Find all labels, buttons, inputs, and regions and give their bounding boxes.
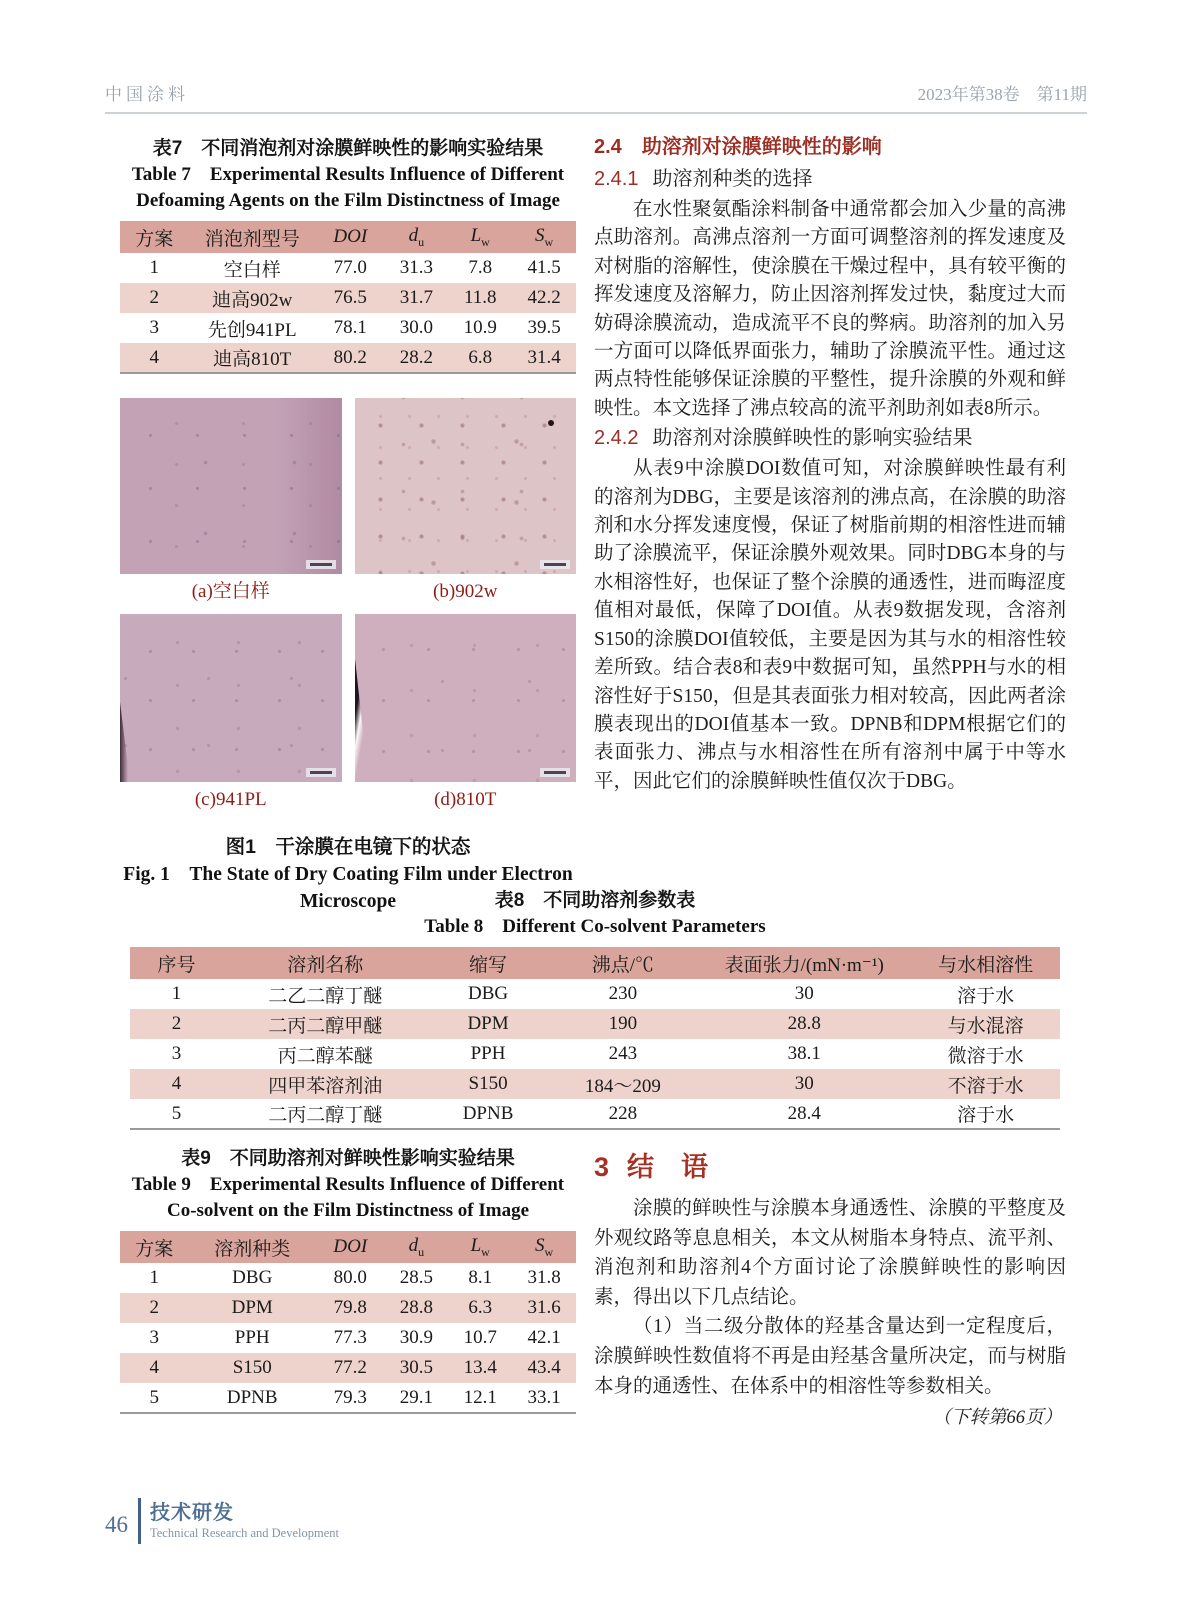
footer-section-labels [150, 1501, 339, 1541]
table-cell: 四甲苯溶剂油 [223, 1069, 428, 1099]
table-cell: 迪高810T [188, 343, 316, 373]
table8-title-zh: 表8 不同助溶剂参数表 [494, 890, 696, 911]
table-cell: DBG [232, 1267, 273, 1288]
figure1-caption-a: (a)空白样 [191, 581, 270, 602]
table-row [130, 1039, 1060, 1069]
table-header-cell: 与水相溶性 [911, 947, 1060, 979]
running-header [105, 80, 1087, 114]
micrograph-d [355, 614, 577, 782]
table-cell: 溶于水 [957, 985, 1015, 1007]
journal-name: 中国涂料 [105, 85, 189, 104]
table-cell: 二丙二醇甲醚 [223, 1009, 428, 1039]
section-2-4-2-heading [594, 423, 1066, 453]
micrograph-c [120, 614, 342, 782]
table-cell: 1 [149, 257, 159, 278]
table-cell: DPNB [226, 1386, 278, 1408]
right-column [594, 132, 1066, 796]
table-row [120, 313, 576, 343]
footer-section-zh: 技术研发 [150, 1502, 234, 1524]
table-cell: PPH [234, 1327, 270, 1348]
table8 [130, 947, 1060, 1130]
table-cell: 1 [149, 1267, 159, 1288]
table9-title-zh: 表9 不同助溶剂对鲜映性影响实验结果 [181, 1148, 515, 1169]
table-row [120, 1293, 576, 1323]
table-header-cell: 溶剂名称 [223, 947, 428, 979]
section-2-4-number: 2.4 [594, 136, 622, 158]
table-cell: 30 [794, 983, 814, 1004]
table-header-cell: DOI [316, 221, 384, 253]
table8-title-en: Table 8 Different Co-solvent Parameters [424, 916, 766, 937]
table-row [120, 253, 576, 283]
table-cell: 8.1 [468, 1267, 493, 1288]
table-cell: PPH [470, 1043, 506, 1064]
table-cell: 微溶于水 [947, 1045, 1024, 1067]
table-cell: 31.6 [512, 1293, 576, 1323]
table-row [130, 1099, 1060, 1129]
table-cell: 与水混溶 [911, 1009, 1060, 1039]
table-cell: 77.2 [316, 1353, 384, 1383]
scale-bar [540, 768, 570, 777]
scale-bar [306, 768, 336, 777]
table-row [120, 1353, 576, 1383]
table-cell: 80.0 [333, 1267, 367, 1288]
table-cell: 77.3 [333, 1327, 367, 1348]
section-2-4-1-title: 助溶剂种类的选择 [652, 168, 813, 190]
table-header-cell: DOI [316, 1231, 384, 1263]
table-row [130, 1009, 1060, 1039]
figure1-caption-d: (d)810T [434, 789, 497, 810]
figure1-cell-b [355, 398, 577, 614]
table-cell: 80.2 [316, 343, 384, 373]
table-cell: 28.8 [697, 1009, 911, 1039]
table-header-cell: $L_w$ [448, 1231, 512, 1263]
table-cell: 31.8 [527, 1267, 561, 1288]
table-cell: S150 [188, 1353, 316, 1383]
table-cell: 3 [149, 1327, 159, 1348]
table-cell: 29.1 [399, 1386, 433, 1408]
table-cell: 4 [120, 343, 188, 373]
scale-bar-mark [310, 563, 332, 566]
figure1-grid [120, 398, 576, 822]
page-footer [105, 1498, 339, 1544]
table-header-cell: 方案 [120, 221, 188, 253]
table-cell: 76.5 [316, 283, 384, 313]
table-header-cell: 溶剂种类 [188, 1231, 316, 1263]
section-2-4-2-number: 2.4.2 [594, 427, 639, 450]
table-row [130, 979, 1060, 1009]
table-row [120, 1263, 576, 1293]
table-header-row [120, 221, 576, 253]
table-cell: 43.4 [512, 1353, 576, 1383]
table-cell: 30 [697, 1069, 911, 1099]
table-header-cell: $S_w$ [512, 1231, 576, 1263]
scale-bar-mark [310, 771, 332, 774]
micrograph-a [120, 398, 342, 574]
section-2-4-heading [594, 132, 1066, 162]
table-cell: 12.1 [463, 1386, 497, 1408]
scale-bar [540, 560, 570, 569]
table-cell: 79.3 [333, 1386, 367, 1408]
table-cell: 78.1 [333, 317, 367, 338]
table7-title-en-line1: Table 7 Experimental Results Influence of Different [131, 164, 565, 185]
section-2-4-title: 助溶剂对涂膜鲜映性的影响 [641, 136, 882, 158]
table-cell: 先创941PL [207, 319, 297, 341]
section-2-4-1-number: 2.4.1 [594, 168, 639, 190]
table-cell: 3 [171, 1043, 182, 1064]
scale-bar [306, 560, 336, 569]
table9 [120, 1231, 576, 1414]
table-row [120, 283, 576, 313]
figure1-title-en-line2: Microscope [299, 891, 397, 912]
table9-title-en-line2: Co-solvent on the Film Distinctness of Image [166, 1200, 530, 1221]
footer-section-en: Technical Research and Development [150, 1526, 339, 1540]
table-header-cell: 缩写 [428, 947, 549, 979]
scale-bar-mark [544, 771, 566, 774]
table-header-row [120, 1231, 576, 1263]
table-cell: 30.9 [399, 1327, 433, 1348]
table-cell: S150 [428, 1069, 549, 1099]
figure1-caption-c: (c)941PL [194, 789, 267, 810]
table-cell: 4 [130, 1069, 223, 1099]
figure1-title-zh: 图1 干涂膜在电镜下的状态 [225, 836, 471, 858]
table-header-row [130, 947, 1060, 979]
figure1-cell-c [120, 614, 342, 822]
paragraph-3-2: （1）当二级分散体的羟基含量达到一定程度后，涂膜鲜映性数值将不再是由羟基含量所决定，而与树脂本身的通透性、在体系中的相溶性等参数相关。 [594, 1316, 1066, 1397]
table-cell: 30.0 [399, 317, 433, 338]
table9-block [120, 1146, 576, 1414]
table-header-cell: $L_w$ [448, 221, 512, 253]
table-cell: 溶于水 [957, 1105, 1015, 1126]
table-cell: 丙二醇苯醚 [277, 1045, 373, 1067]
table-cell: 28.2 [384, 343, 448, 373]
table-cell: DBG [467, 983, 509, 1004]
table-cell: 13.4 [448, 1353, 512, 1383]
paragraph-2-4-2: 从表9中涂膜DOI数值可知，对涂膜鲜映性最有利的溶剂为DBG，主要是该溶剂的沸点高，在涂膜的助溶剂和水分挥发速度慢，保证了树脂前期的相溶性进而辅助了涂膜流平，保证涂膜外观效果。同时DBG本身的与水相溶性好，也保证了整个涂膜的通透性，进而晦涩度值相对最低，保障了DOI值。从表9数据发现，含溶剂S150的涂膜DOI值较低，主要是因为其与水的相溶性较差所致。结合表8和表9中数据可知，虽然PPH与水的相溶性好于S150，但是其表面张力相对较高，因此两者涂膜表现出的DOI值基本一致。DPNB和DPM根据它们的表面张力、沸点与水相溶性在所有溶剂中属于中等水平，因此它们的涂膜鲜映性值仅次于DBG。 [594, 458, 1066, 792]
table-cell: 243 [608, 1043, 638, 1064]
table-header-cell: 序号 [130, 947, 223, 979]
table-cell: 空白样 [223, 259, 281, 281]
table7-title-zh: 表7 不同消泡剂对涂膜鲜映性的影响实验结果 [152, 138, 544, 159]
table7-title-en-line2: Defoaming Agents on the Film Distinctness of Image [136, 190, 560, 211]
table-row [120, 1383, 576, 1413]
table-cell: 2 [120, 1293, 188, 1323]
figure1-cell-d [355, 614, 577, 822]
table-cell: DPM [428, 1009, 549, 1039]
table-cell: 190 [548, 1009, 697, 1039]
table-cell: 230 [608, 983, 638, 1004]
table-header-cell: 表面张力/(mN·m⁻¹) [697, 947, 911, 979]
table-cell: 10.9 [463, 317, 497, 338]
table-cell: 77.0 [333, 257, 367, 278]
table8-block [130, 888, 1060, 1130]
table-cell: 31.7 [384, 283, 448, 313]
table-cell: 31.3 [399, 257, 433, 278]
section-2-4-1-heading [594, 164, 1066, 194]
left-column [120, 136, 576, 915]
table-cell: 5 [171, 1102, 182, 1124]
figure1-caption-b: (b)902w [433, 581, 498, 602]
table-cell: 2 [120, 283, 188, 313]
table-cell: 184～209 [548, 1069, 697, 1099]
table-cell: 5 [149, 1386, 159, 1408]
table-cell: 6.8 [448, 343, 512, 373]
table-cell: 二乙二醇丁醚 [268, 985, 383, 1007]
table-cell: 迪高902w [188, 283, 316, 313]
table-cell: 28.5 [399, 1267, 433, 1288]
table-cell: 28.8 [384, 1293, 448, 1323]
table-cell: 228 [608, 1102, 638, 1124]
table-cell: 30.5 [384, 1353, 448, 1383]
section-3-title: 结 语 [627, 1152, 709, 1182]
table-header-cell: 方案 [120, 1231, 188, 1263]
figure1-cell-a [120, 398, 342, 614]
table-cell: 11.8 [448, 283, 512, 313]
table-cell: 1 [171, 983, 182, 1004]
table-cell: 31.4 [512, 343, 576, 373]
section-3-number: 3 [594, 1152, 610, 1182]
table-cell: DPM [188, 1293, 316, 1323]
figure1-title-en-line1: Fig. 1 The State of Dry Coating Film under Electron [123, 864, 573, 885]
table-cell: 7.8 [468, 257, 493, 278]
table9-title-en-line1: Table 9 Experimental Results Influence of Different [131, 1174, 565, 1195]
footer-divider [138, 1498, 141, 1544]
table-cell: 二丙二醇丁醚 [268, 1105, 383, 1126]
table-cell: 不溶于水 [911, 1069, 1060, 1099]
table-header-cell: $d_u$ [384, 221, 448, 253]
section-3-heading [594, 1150, 1066, 1184]
issue-info: 2023年第38卷 第11期 [917, 85, 1087, 104]
table-cell: 38.1 [787, 1043, 821, 1064]
table-cell: 39.5 [527, 317, 561, 338]
micrograph-b [355, 398, 577, 574]
paragraph-2-4-1: 在水性聚氨酯涂料制备中通常都会加入少量的高沸点助溶剂。高沸点溶剂一方面可调整溶剂的挥发速度及对树脂的溶解性，使涂膜在干燥过程中，具有较平衡的挥发速度及溶解力，防止因溶剂挥发过快，黏度过大而妨碍涂膜流动，造成流平不良的弊病。助溶剂的加入另一方面可以降低界面张力，辅助了涂膜流平性。通过这两点特性能够保证涂膜的平整性，提升涂膜的外观和鲜映性。本文选择了沸点较高的流平剂助剂如表8所示。 [594, 199, 1066, 419]
table-cell: 28.4 [787, 1102, 821, 1124]
scale-bar-mark [544, 563, 566, 566]
paragraph-3-1: 涂膜的鲜映性与涂膜本身通透性、涂膜的平整度及外观纹路等息息相关，本文从树脂本身特点、流平剂、消泡剂和助溶剂4个方面讨论了涂膜鲜映性的影响因素，得出以下几点结论。 [594, 1198, 1066, 1308]
table-header-cell: 沸点/℃ [548, 947, 697, 979]
table-row [130, 1069, 1060, 1099]
table-cell: 4 [120, 1353, 188, 1383]
table-cell: 42.2 [512, 283, 576, 313]
table-cell: 10.7 [463, 1327, 497, 1348]
table-cell: 79.8 [316, 1293, 384, 1323]
section-2-4-2-title: 助溶剂对涂膜鲜映性的影响实验结果 [652, 427, 973, 450]
table-header-cell: $d_u$ [384, 1231, 448, 1263]
continuation-note: （下转第66页） [932, 1408, 1062, 1429]
table-cell: 6.3 [448, 1293, 512, 1323]
table7 [120, 221, 576, 374]
table-cell: 2 [130, 1009, 223, 1039]
table-cell: 41.5 [527, 257, 561, 278]
table-row [120, 343, 576, 373]
table-row [120, 1323, 576, 1353]
table-cell: 42.1 [527, 1327, 561, 1348]
table-cell: 3 [149, 317, 159, 338]
page-number: 46 [105, 1512, 128, 1537]
table-header-cell: $S_w$ [512, 221, 576, 253]
table-header-cell: 消泡剂型号 [188, 221, 316, 253]
table-cell: 33.1 [527, 1386, 561, 1408]
section-3-column [594, 1150, 1066, 1429]
table-cell: DPNB [462, 1102, 514, 1124]
